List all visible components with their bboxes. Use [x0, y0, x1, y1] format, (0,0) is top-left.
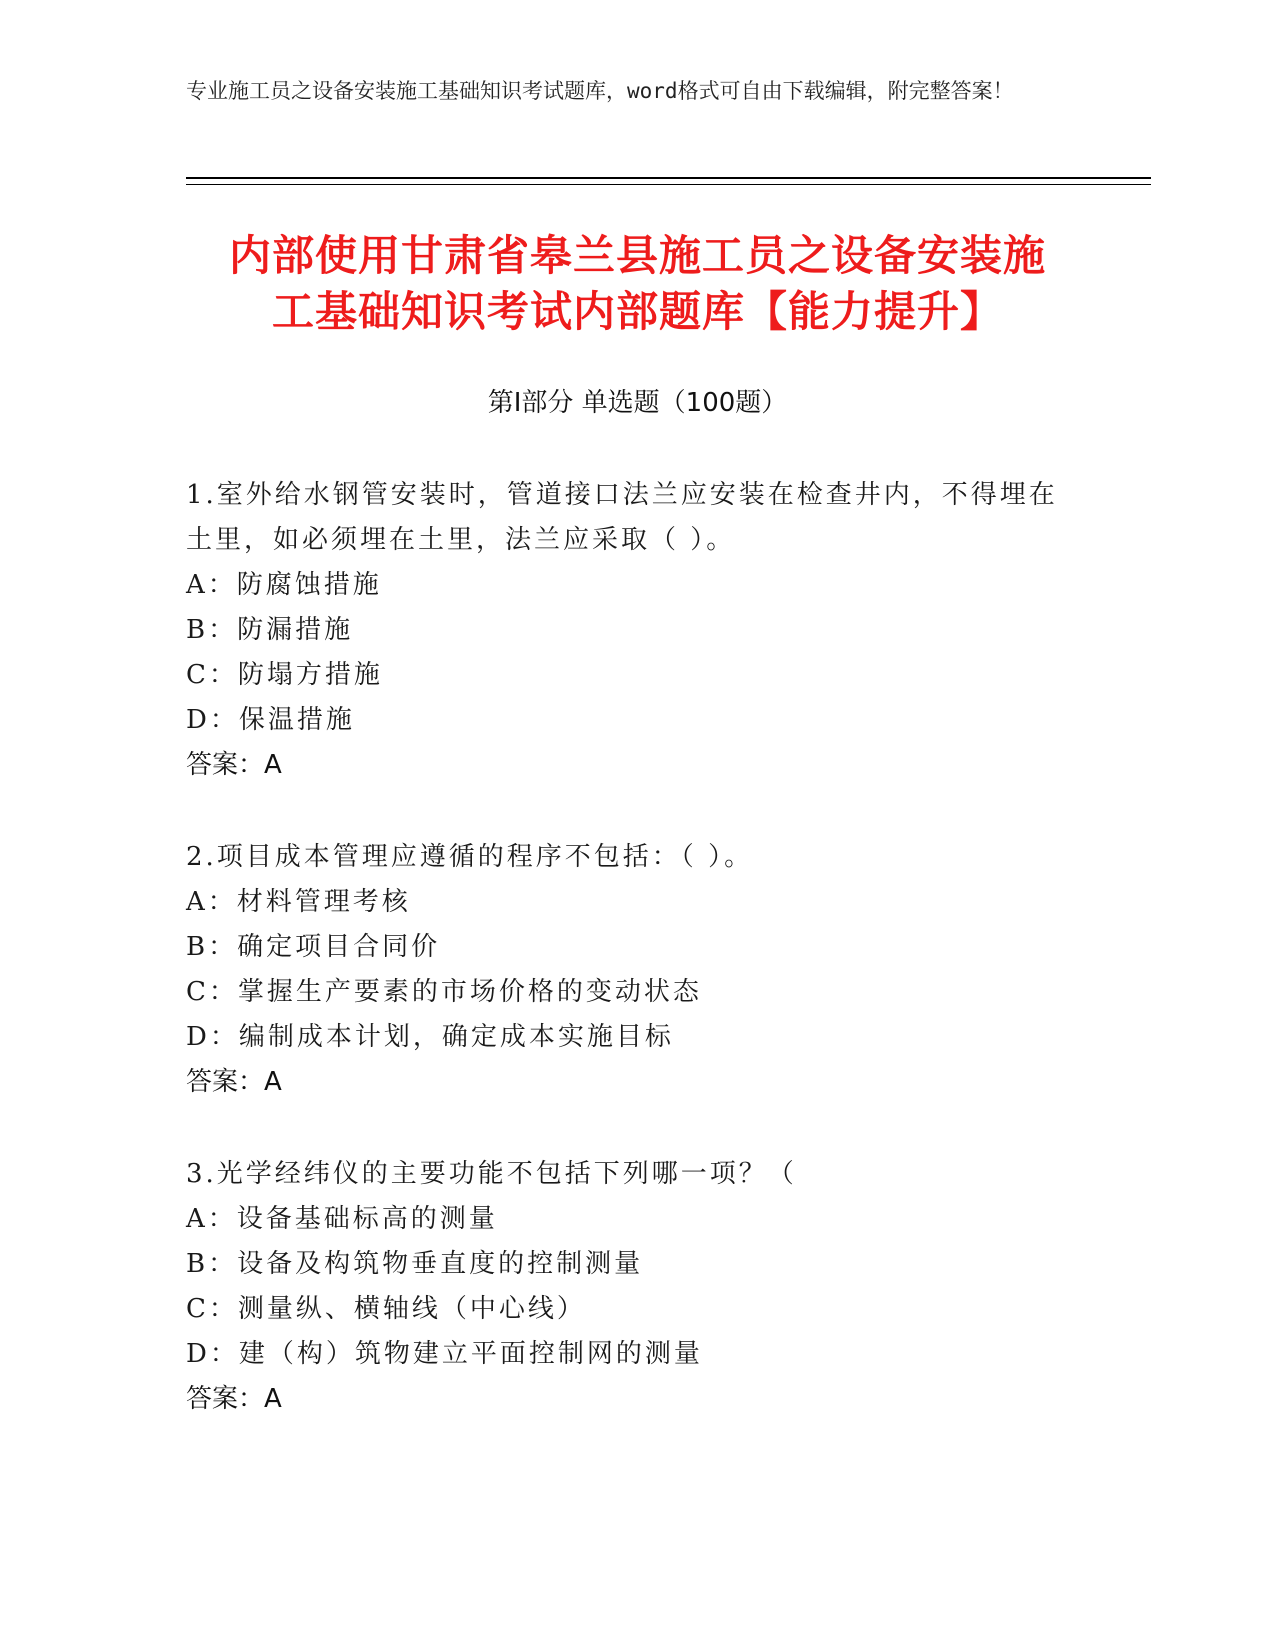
option-a: A：材料管理考核 — [186, 887, 411, 917]
option-d: D：编制成本计划，确定成本实施目标 — [186, 1022, 674, 1052]
header-rule-thick — [186, 177, 1151, 179]
option-b: B：防漏措施 — [186, 615, 354, 645]
document-title — [150, 228, 1125, 340]
option-c: C：防塌方措施 — [186, 660, 383, 690]
title-line-1: 内部使用甘肃省皋兰县施工员之设备安装施 — [228, 231, 1046, 280]
option-a: A：设备基础标高的测量 — [186, 1204, 498, 1234]
question-stem: 2.项目成本管理应遵循的程序不包括：（ ）。 — [186, 842, 754, 872]
question-stem: 1.室外给水钢管安装时，管道接口法兰应安装在检查井内，不得埋在土里，如必须埋在土里，法兰应采取（ ）。 — [186, 480, 1058, 555]
option-a: A：防腐蚀措施 — [186, 570, 382, 600]
question-3 — [186, 1152, 1066, 1422]
answer: 答案：A — [186, 750, 282, 780]
question-2 — [186, 835, 1066, 1105]
option-b: B：确定项目合同价 — [186, 932, 441, 962]
question-1 — [186, 473, 1066, 788]
title-line-2: 工基础知识考试内部题库【能力提升】 — [271, 287, 1003, 336]
section-heading: 第Ⅰ部分 单选题（100题） — [487, 388, 788, 418]
header-rule-thin — [186, 184, 1151, 185]
option-c: C：测量纵、横轴线（中心线） — [186, 1294, 586, 1324]
option-d: D：保温措施 — [186, 705, 355, 735]
question-list — [186, 473, 1066, 1469]
answer: 答案：A — [186, 1384, 282, 1414]
question-stem: 3.光学经纬仪的主要功能不包括下列哪一项？（ — [186, 1159, 797, 1189]
option-d: D：建（构）筑物建立平面控制网的测量 — [186, 1339, 703, 1369]
answer: 答案：A — [186, 1067, 282, 1097]
option-b: B：设备及构筑物垂直度的控制测量 — [186, 1249, 644, 1279]
option-c: C：掌握生产要素的市场价格的变动状态 — [186, 977, 702, 1007]
header-note: 专业施工员之设备安装施工基础知识考试题库，word格式可自由下载编辑，附完整答案！ — [186, 79, 1014, 103]
